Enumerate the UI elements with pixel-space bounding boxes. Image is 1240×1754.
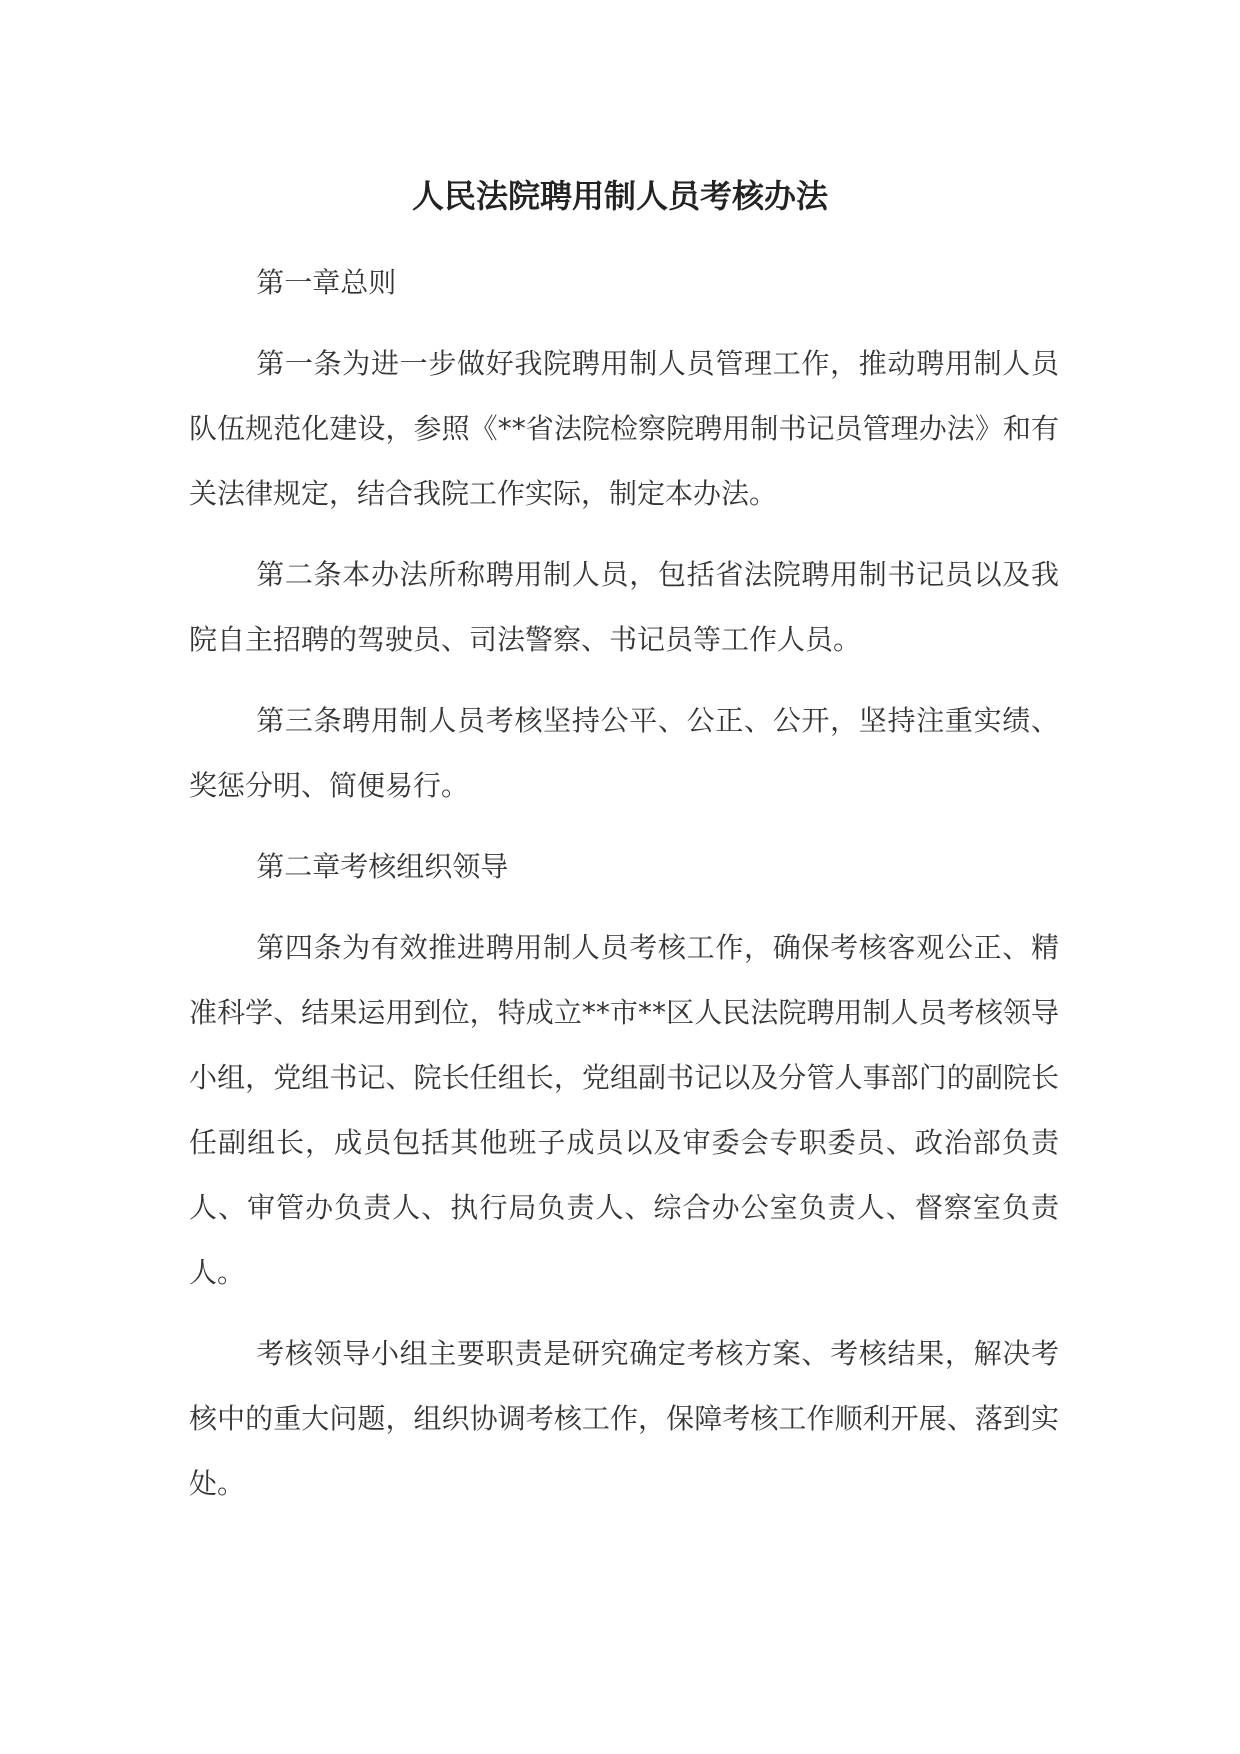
chapter-heading-general: 第一章总则 xyxy=(256,266,397,299)
document-title: 人民法院聘用制人员考核办法 xyxy=(411,177,828,215)
article-2-paragraph: 第二条本办法所称聘用制人员，包括省法院聘用制书记员以及我院自主招聘的驾驶员、司法警察、书记员等工作人员。 xyxy=(189,558,1059,656)
article-4-paragraph: 第四条为有效推进聘用制人员考核工作，确保考核客观公正、精准科学、结果运用到位，特成立**市**区人民法院聘用制人员考核领导小组，党组书记、院长任组长，党组副书记以及分管人事部门的副院长任副组长，成员包括其他班子成员以及审委会专职委员、政治部负责人、审管办负责人、执行局负责人、综合办公室负责人、督察室负责人。 xyxy=(189,931,1059,1289)
chapter-heading-leadership: 第二章考核组织领导 xyxy=(256,850,509,883)
document-body xyxy=(189,250,1059,1532)
article-3-paragraph: 第三条聘用制人员考核坚持公平、公正、公开，坚持注重实绩、奖惩分明、简便易行。 xyxy=(189,704,1059,802)
leadership-duties-paragraph: 考核领导小组主要职责是研究确定考核方案、考核结果，解决考核中的重大问题，组织协调考核工作，保障考核工作顺利开展、落到实处。 xyxy=(189,1337,1059,1500)
article-1-paragraph: 第一条为进一步做好我院聘用制人员管理工作，推动聘用制人员队伍规范化建设，参照《**省法院检察院聘用制书记员管理办法》和有关法律规定，结合我院工作实际，制定本办法。 xyxy=(189,347,1059,510)
